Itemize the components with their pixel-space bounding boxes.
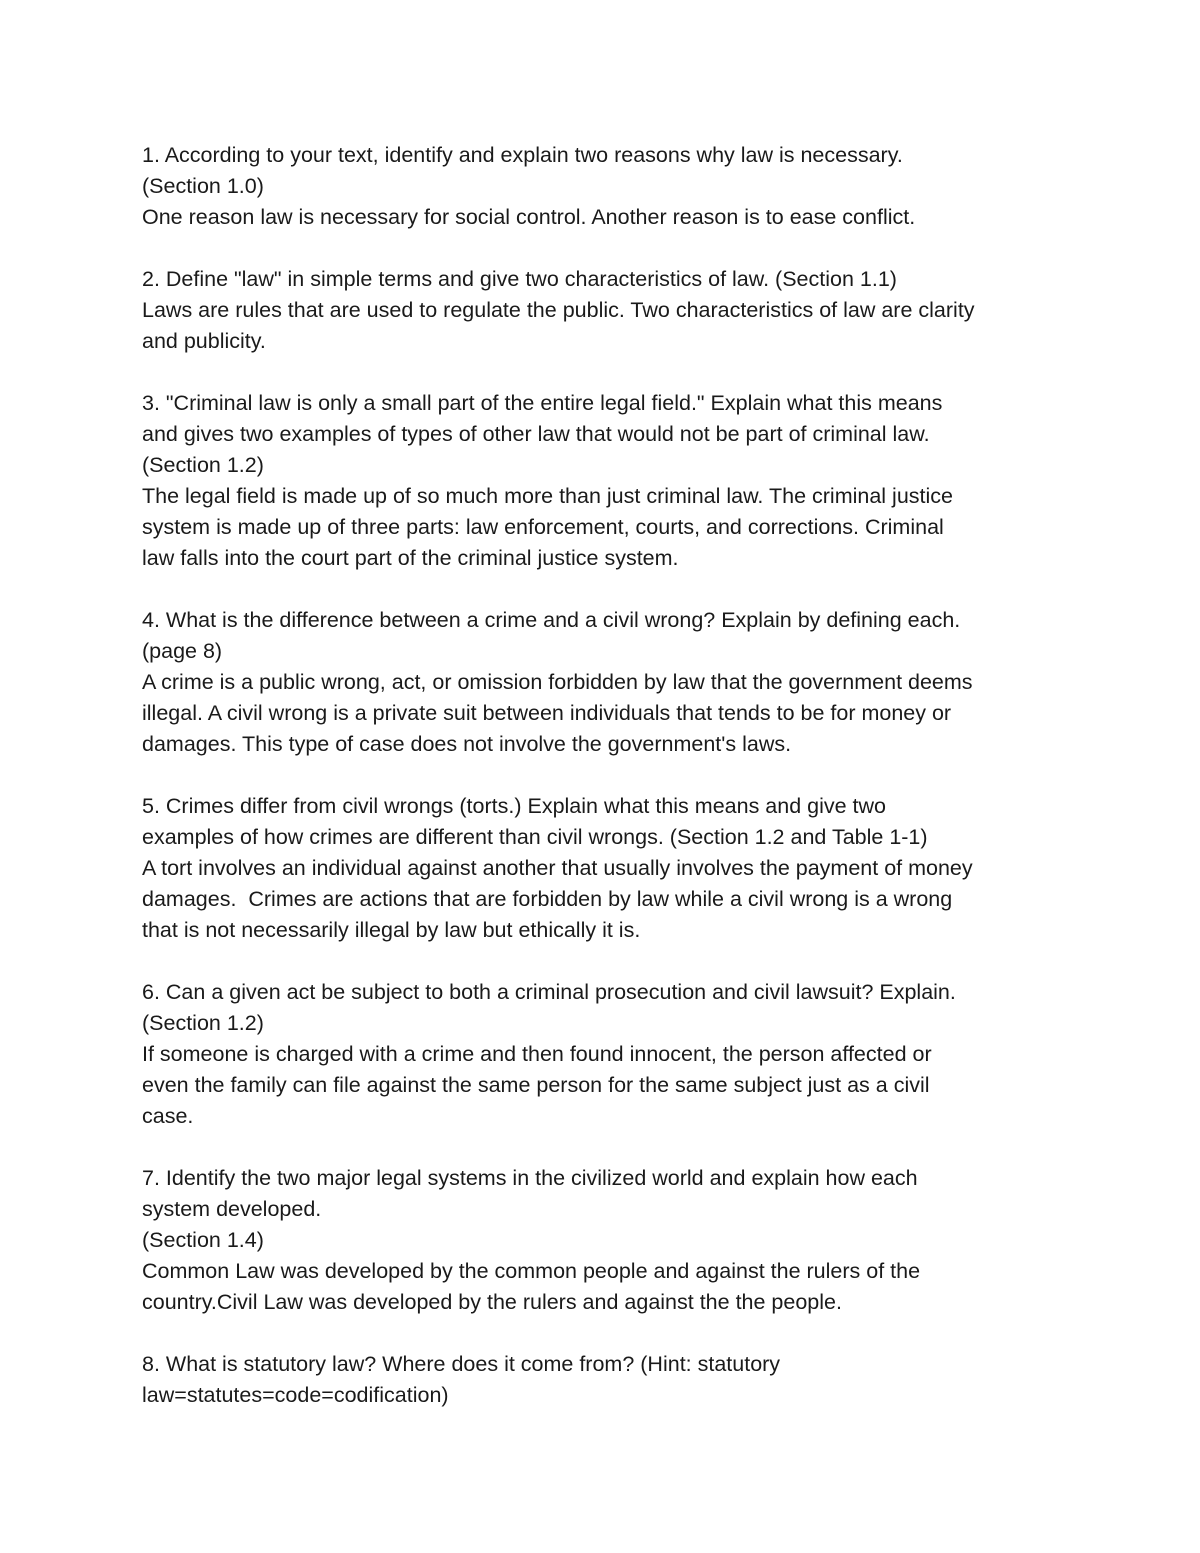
answer-6-line-1: If someone is charged with a crime and then found innocent, the person affected or: [142, 1042, 932, 1066]
question-3: [142, 388, 1072, 574]
question-6: [142, 977, 1072, 1132]
question-1-line-2: (Section 1.0): [142, 174, 264, 198]
document-page: [142, 140, 1072, 1442]
answer-5-line-3: that is not necessarily illegal by law but ethically it is.: [142, 918, 641, 942]
question-8-line-2: law=statutes=code=codification): [142, 1383, 449, 1407]
question-3-line-2: and gives two examples of types of other law that would not be part of criminal law.: [142, 422, 930, 446]
answer-5-line-1: A tort involves an individual against another that usually involves the payment of money: [142, 856, 973, 880]
question-6-line-1: 6. Can a given act be subject to both a criminal prosecution and civil lawsuit? Explain.: [142, 980, 956, 1004]
answer-3-line-1: The legal field is made up of so much more than just criminal law. The criminal justice: [142, 484, 953, 508]
answer-4-line-1: A crime is a public wrong, act, or omission forbidden by law that the government deems: [142, 670, 973, 694]
question-2-line-1: 2. Define "law" in simple terms and give two characteristics of law. (Section 1.1): [142, 267, 897, 291]
answer-2-line-1: Laws are rules that are used to regulate the public. Two characteristics of law are clarity: [142, 298, 975, 322]
answer-6-line-2: even the family can file against the same person for the same subject just as a civil: [142, 1073, 930, 1097]
question-1-line-1: 1. According to your text, identify and explain two reasons why law is necessary.: [142, 143, 903, 167]
question-4-line-2: (page 8): [142, 639, 223, 663]
answer-1-line-1: One reason law is necessary for social control. Another reason is to ease conflict.: [142, 205, 916, 229]
answer-6-line-3: case.: [142, 1104, 194, 1128]
question-8-line-1: 8. What is statutory law? Where does it come from? (Hint: statutory: [142, 1352, 781, 1376]
answer-3-line-3: law falls into the court part of the criminal justice system.: [142, 546, 679, 570]
answer-2-line-2: and publicity.: [142, 329, 266, 353]
question-5-line-1: 5. Crimes differ from civil wrongs (torts.) Explain what this means and give two: [142, 794, 887, 818]
question-3-line-3: (Section 1.2): [142, 453, 264, 477]
answer-4-line-3: damages. This type of case does not involve the government's laws.: [142, 732, 792, 756]
question-3-line-1: 3. "Criminal law is only a small part of the entire legal field." Explain what this means: [142, 391, 943, 415]
answer-4-line-2: illegal. A civil wrong is a private suit between individuals that tends to be for money or: [142, 701, 952, 725]
question-7: [142, 1163, 1072, 1318]
question-4-line-1: 4. What is the difference between a crime and a civil wrong? Explain by defining each.: [142, 608, 961, 632]
question-7-line-1: 7. Identify the two major legal systems in the civilized world and explain how each: [142, 1166, 918, 1190]
question-2: [142, 264, 1072, 357]
question-7-line-2: system developed.: [142, 1197, 322, 1221]
answer-7-line-1: Common Law was developed by the common people and against the rulers of the: [142, 1259, 921, 1283]
answer-3-line-2: system is made up of three parts: law enforcement, courts, and corrections. Criminal: [142, 515, 944, 539]
answer-7-line-2: country.Civil Law was developed by the rulers and against the the people.: [142, 1290, 842, 1314]
question-7-line-3: (Section 1.4): [142, 1228, 264, 1252]
question-8: [142, 1349, 1072, 1411]
question-4: [142, 605, 1072, 760]
question-5-line-2: examples of how crimes are different than civil wrongs. (Section 1.2 and Table 1-1): [142, 825, 928, 849]
question-1: [142, 140, 1072, 233]
question-5: [142, 791, 1072, 946]
answer-5-line-2: damages. Crimes are actions that are forbidden by law while a civil wrong is a wrong: [142, 887, 953, 911]
question-6-line-2: (Section 1.2): [142, 1011, 264, 1035]
